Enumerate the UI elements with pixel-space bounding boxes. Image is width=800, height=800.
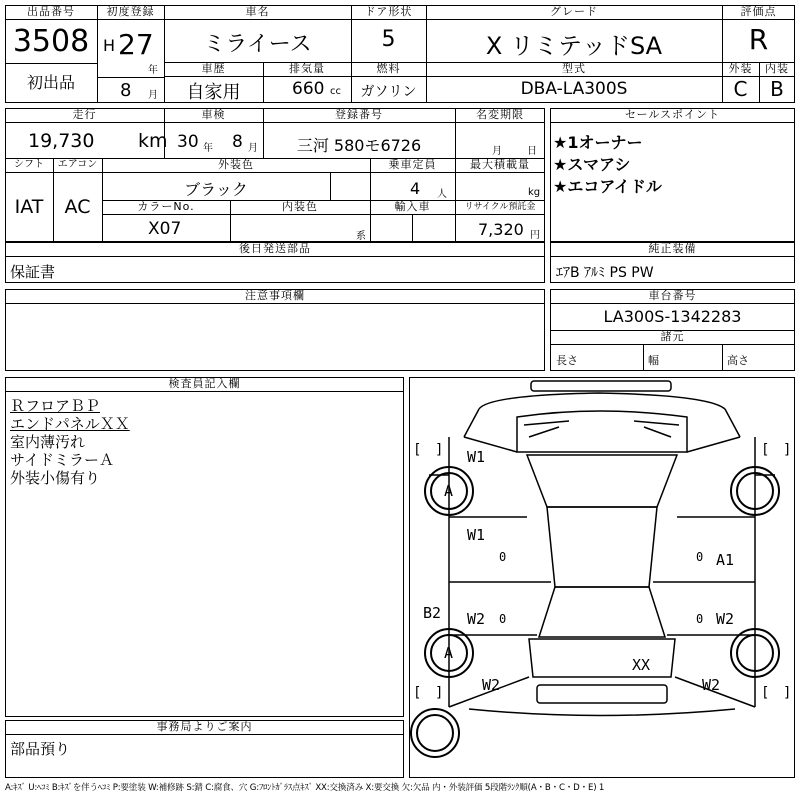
inspector-header: 検査員記入欄 [5,377,404,392]
mileage-header: 走行 [5,108,164,123]
mark-a-rear-wheel: A [444,644,454,662]
inspection-year: 30 [177,132,199,152]
registration-month-unit: 月 [148,90,158,101]
interior-grade-header: 内装 [759,62,795,77]
mark-zero-right-front: 0 [696,550,704,564]
plate-value: 三河 580モ6726 [296,136,422,155]
mileage-unit: km [138,130,168,152]
exterior-color-header: 外装色 [102,158,370,173]
fuel-value: ガソリン [360,84,417,100]
specs-length: 長さ [556,354,578,367]
equipment-header: 純正装備 [550,242,795,257]
import-header: 輸入車 [370,200,455,215]
mark-b2-left: B2 [423,604,442,622]
exterior-color-value: ブラック [184,180,248,199]
name-change-header: 名変期限 [455,108,545,123]
sales-point-1: ★1オーナー [553,133,643,152]
shift-value: IAT [14,196,44,218]
recycle-unit: 円 [530,230,540,241]
later-parts-value: 保証書 [10,263,56,281]
capacity-unit: 人 [437,189,447,200]
svg-text:[: [ [761,685,770,701]
svg-text:]: ] [783,685,792,701]
score-header: 評価点 [722,5,795,20]
history-header: 車歴 [164,62,263,77]
aircon-header: エアコン [53,158,102,173]
office-value: 部品預り [10,740,71,758]
inspection-year-unit: 年 [203,143,213,154]
svg-text:]: ] [435,442,444,458]
inspector-line-1: ＲフロアＢＰ [10,397,101,415]
mark-xx-rear: XX [632,656,651,674]
shift-header: シフト [5,158,53,173]
max-load-header: 最大積載量 [455,158,545,173]
car-name: ミライース [203,32,312,57]
registration-year: 27 [118,28,154,61]
notes-header: 注意事項欄 [5,289,545,304]
inspection-month-unit: 月 [248,143,258,154]
name-change-day: 日 [527,146,537,157]
interior-color-unit: 系 [356,231,366,242]
specs-header: 諸元 [550,330,795,345]
svg-text:[: [ [413,442,422,458]
capacity-header: 乗車定員 [370,158,455,173]
displacement-unit: cc [330,86,341,97]
specs-width: 幅 [648,354,659,367]
vehicle-detail-table [5,108,545,242]
svg-text:]: ] [435,685,444,701]
interior-grade-value: B [770,77,784,101]
car-name-header: 車名 [164,5,351,20]
svg-text:[: [ [413,685,422,701]
mark-a1-right-door: A1 [716,551,735,569]
later-parts-header: 後日発送部品 [5,242,545,257]
inspector-line-5: 外装小傷有り [10,469,101,487]
mark-w2-right-rear-door: W2 [716,610,735,628]
model-code-value: DBA-LA300S [520,79,628,99]
recycle-value: 7,320 [478,220,524,239]
registration-month: 8 [120,80,132,101]
doors-value: 5 [381,27,396,52]
recycle-header: リサイクル預託金 [455,200,545,215]
inspector-line-3: 室内薄汚れ [10,433,86,451]
svg-text:]: ] [783,442,792,458]
inspector-line-4: サイドミラーＡ [10,451,114,469]
capacity-value: 4 [410,179,421,198]
exterior-grade-value: C [733,77,748,101]
grade-header: グレード [426,5,722,20]
inspector-line-2: エンドパネルＸＸ [10,415,130,433]
mark-zero-left-rear: 0 [499,612,507,626]
first-listing-label: 初出品 [26,73,75,92]
displacement-value: 660 [292,79,325,99]
max-load-unit: kg [528,187,541,198]
interior-color-header: 内装色 [230,200,370,215]
mileage-value: 19,730 [28,130,95,152]
registration-header: 初度登録 [97,5,164,20]
chassis-header: 車台番号 [550,289,795,304]
name-change-month: 月 [492,146,502,157]
specs-height: 高さ [727,354,749,367]
score-value: R [748,23,769,56]
sales-point-3: ★エコアイドル [553,177,662,196]
chassis-value: LA300S-1342283 [603,307,742,326]
legend-text: A:ｷｽﾞ U:ﾍｺﾐ B:ｷｽﾞを伴うﾍｺﾐ P:要塗装 W:補修跡 S:錆 C:腐食、穴 G:ﾌﾛﾝﾄｶﾞﾗｽ点ｷｽﾞ XX:交換済み X:要交換 欠:欠品 内・外装評価 5段階ﾗﾝｸ順(A・B・C・D・E) 1 [5,783,605,793]
plate-header: 登録番号 [263,108,455,123]
mark-w2-left-rear: W2 [482,676,501,694]
sales-point-2: ★スマアシ [553,155,631,174]
doors-header: ドア形状 [351,5,426,20]
inspection-header: 車検 [164,108,263,123]
fuel-header: 燃料 [351,62,426,77]
color-no-value: X07 [148,219,182,239]
sales-points-header: セールスポイント [550,108,795,123]
mark-w1-front-left: W1 [467,448,486,466]
car-body-diagram [409,377,795,778]
equipment-value: ｴｱB ｱﾙﾐ PS PW [556,265,654,281]
model-code-header: 型式 [426,62,722,77]
registration-year-unit: 年 [148,65,158,76]
mark-zero-right-rear: 0 [696,612,704,626]
displacement-header: 排気量 [263,62,351,77]
mark-zero-left-front: 0 [499,550,507,564]
office-header: 事務局よりご案内 [5,720,404,735]
registration-era: H [103,36,116,55]
mark-w1-left-door: W1 [467,526,486,544]
mark-a-front-wheel: A [444,482,454,500]
svg-text:[: [ [761,442,770,458]
grade-value: X リミテッドSA [485,32,663,60]
lot-number: 3508 [12,24,90,59]
color-no-header: カラーNo. [102,200,230,215]
aircon-value: AC [64,196,91,218]
exterior-grade-header: 外装 [722,62,759,77]
inspection-month: 8 [232,132,243,152]
history-value: 自家用 [186,82,241,103]
mark-w2-right-rear: W2 [702,676,721,694]
mark-w2-left-rear-door: W2 [467,610,486,628]
lot-number-header: 出品番号 [5,5,97,20]
